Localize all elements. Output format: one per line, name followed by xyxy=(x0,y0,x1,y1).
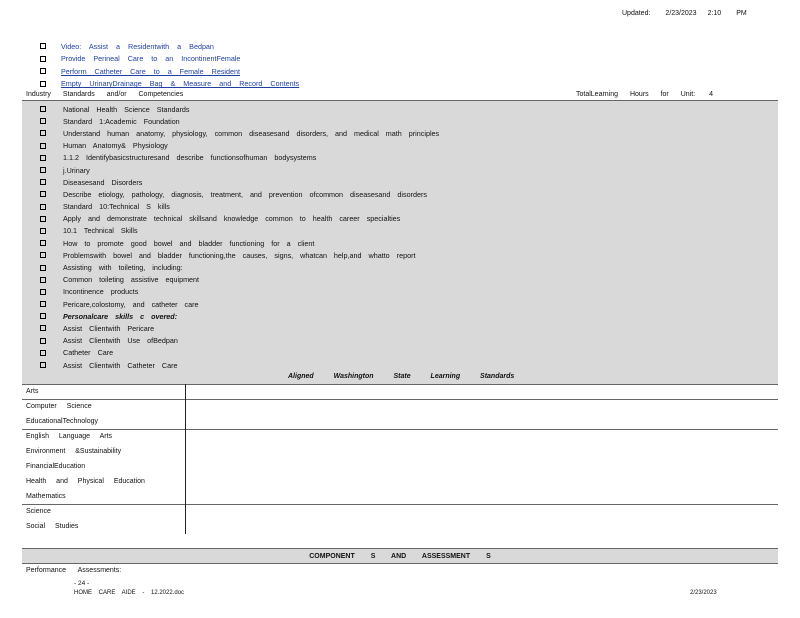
list-item xyxy=(40,286,439,298)
subject-mathematics: Mathematics xyxy=(26,493,66,500)
updated-stamp xyxy=(622,10,747,17)
updated-label: Updated: xyxy=(622,10,651,17)
list-item xyxy=(40,140,439,152)
bullet-icon xyxy=(40,240,46,246)
list-item xyxy=(40,335,439,347)
components-header: COMPONENT S AND ASSESSMENT S xyxy=(22,548,778,564)
list-item-text: Incontinence products xyxy=(63,287,139,297)
list-item xyxy=(40,249,439,261)
subject-group-arts xyxy=(22,384,186,399)
list-item xyxy=(40,274,439,286)
list-item-text: Problemswith bowel and bladder functioning,the causes, signs, whatcan help,and whatto report xyxy=(63,250,416,260)
list-item xyxy=(40,298,439,310)
bullet-icon xyxy=(40,118,46,124)
bullet-icon xyxy=(40,362,46,368)
link-row xyxy=(40,53,299,66)
bullet-icon xyxy=(40,216,46,222)
list-item-text: Understand human anatomy, physiology, common diseasesand disorders, and medical math principles xyxy=(63,128,440,138)
subject-educational-technology: EducationalTechnology xyxy=(26,418,98,425)
learning-hours-value: 4 xyxy=(709,90,713,98)
list-item xyxy=(40,201,439,213)
list-item-text: How to promote good bowel and bladder functioning for a client xyxy=(63,238,315,248)
list-item-text: Standard 10:Technical S kills xyxy=(63,202,170,212)
list-item xyxy=(40,322,439,334)
list-item xyxy=(40,359,439,371)
updated-ampm: PM xyxy=(736,10,747,17)
list-item xyxy=(40,115,439,127)
bullet-icon xyxy=(40,68,46,74)
learning-hours xyxy=(574,91,713,98)
performance-assessments-label: Performance Assessments: xyxy=(26,567,122,574)
bullet-icon xyxy=(40,155,46,161)
standards-list xyxy=(40,103,439,371)
bullet-icon xyxy=(40,179,46,185)
bullet-icon xyxy=(40,56,46,62)
list-item-text: Diseasesand Disorders xyxy=(63,177,143,187)
resource-links xyxy=(40,40,299,90)
standards-panel xyxy=(22,101,778,385)
bullet-icon xyxy=(40,191,46,197)
subject-group-tech xyxy=(22,399,186,429)
list-item-text: 1.1.2 Identifybasicstructuresand describe functionsofhuman bodysystems xyxy=(63,153,317,163)
bullet-icon xyxy=(40,277,46,283)
list-item xyxy=(40,103,439,115)
page-number: - 24 - xyxy=(74,580,90,587)
bullet-icon xyxy=(40,289,46,295)
bullet-icon xyxy=(40,106,46,112)
perineal-care-link[interactable]: Provide Perineal Care to an IncontinentFemale xyxy=(61,54,241,64)
list-item xyxy=(40,127,439,139)
subject-group-sci xyxy=(22,504,186,534)
subject-computer-science: Computer Science xyxy=(26,403,92,410)
list-item-text: Apply and demonstrate technical skillsand knowledge common to health career specialties xyxy=(63,214,401,224)
list-item-text: Assisting with toileting, including: xyxy=(63,263,183,273)
catheter-care-link[interactable]: Perform Catheter Care to a Female Resident xyxy=(61,66,241,76)
bullet-icon xyxy=(40,130,46,136)
subject-science: Science xyxy=(26,508,51,515)
list-item xyxy=(40,237,439,249)
bullet-icon xyxy=(40,228,46,234)
subject-arts: Arts xyxy=(26,388,39,395)
bullet-icon xyxy=(40,143,46,149)
list-item-text: Standard 1:Academic Foundation xyxy=(63,116,180,126)
learning-hours-label: TotalLearning Hours for Unit: xyxy=(576,90,696,98)
list-item-text: j.Urinary xyxy=(63,165,90,175)
bullet-icon xyxy=(40,265,46,271)
subject-social-studies: Social Studies xyxy=(26,523,79,530)
document-filename: HOME CARE AIDE - 12.2022.doc xyxy=(74,590,185,596)
list-item xyxy=(40,164,439,176)
bullet-icon xyxy=(40,43,46,49)
subject-group-core xyxy=(22,429,186,504)
list-item-text: Pericare,colostomy, and catheter care xyxy=(63,299,199,309)
bullet-icon xyxy=(40,338,46,344)
list-item-text: National Health Science Standards xyxy=(63,104,190,114)
list-item xyxy=(40,176,439,188)
list-item xyxy=(40,188,439,200)
bullet-icon xyxy=(40,81,46,87)
list-item xyxy=(40,347,439,359)
subjects-table xyxy=(22,384,778,534)
bullet-icon xyxy=(40,167,46,173)
list-item-text: Common toileting assistive equipment xyxy=(63,275,200,285)
bullet-icon xyxy=(40,204,46,210)
bullet-icon xyxy=(40,301,46,307)
bullet-icon xyxy=(40,350,46,356)
link-row xyxy=(40,65,299,78)
list-item xyxy=(40,225,439,237)
list-item xyxy=(40,310,439,322)
subject-english: English Language Arts xyxy=(26,433,113,440)
urinary-drainage-link[interactable]: Empty UrinaryDrainage Bag & Measure and Record Contents xyxy=(61,79,300,89)
list-item-text: Assist Clientwith Pericare xyxy=(63,323,155,333)
list-item-text: 10.1 Technical Skills xyxy=(63,226,138,236)
link-row xyxy=(40,40,299,53)
list-item-text: Personalcare skills c overed: xyxy=(63,311,178,321)
subject-environment: Environment &Sustainability xyxy=(26,448,122,455)
list-item xyxy=(40,261,439,273)
aligned-standards-title: Aligned Washington State Learning Standards xyxy=(288,373,515,380)
updated-date: 2/23/2023 xyxy=(665,10,697,17)
footer-date: 2/23/2023 xyxy=(690,590,717,596)
updated-time: 2:10 xyxy=(707,10,722,17)
list-item-text: Assist Clientwith Catheter Care xyxy=(63,360,178,370)
bullet-icon xyxy=(40,252,46,258)
subject-financial: FinancialEducation xyxy=(26,463,86,470)
bullet-icon xyxy=(40,313,46,319)
list-item-text: Catheter Care xyxy=(63,348,114,358)
list-item xyxy=(40,213,439,225)
standards-header-label: Industry Standards and/or Competencies xyxy=(26,90,184,98)
subject-health: Health and Physical Education xyxy=(26,478,145,485)
list-item-text: Human Anatomy& Physiology xyxy=(63,141,168,151)
list-item xyxy=(40,152,439,164)
list-item-text: Assist Clientwith Use ofBedpan xyxy=(63,336,178,346)
bullet-icon xyxy=(40,325,46,331)
video-bedpan-link[interactable]: Video: Assist a Residentwith a Bedpan xyxy=(61,41,214,51)
standards-header xyxy=(22,88,778,101)
list-item-text: Describe etiology, pathology, diagnosis, treatment, and prevention ofcommon diseasesand disorders xyxy=(63,189,427,199)
